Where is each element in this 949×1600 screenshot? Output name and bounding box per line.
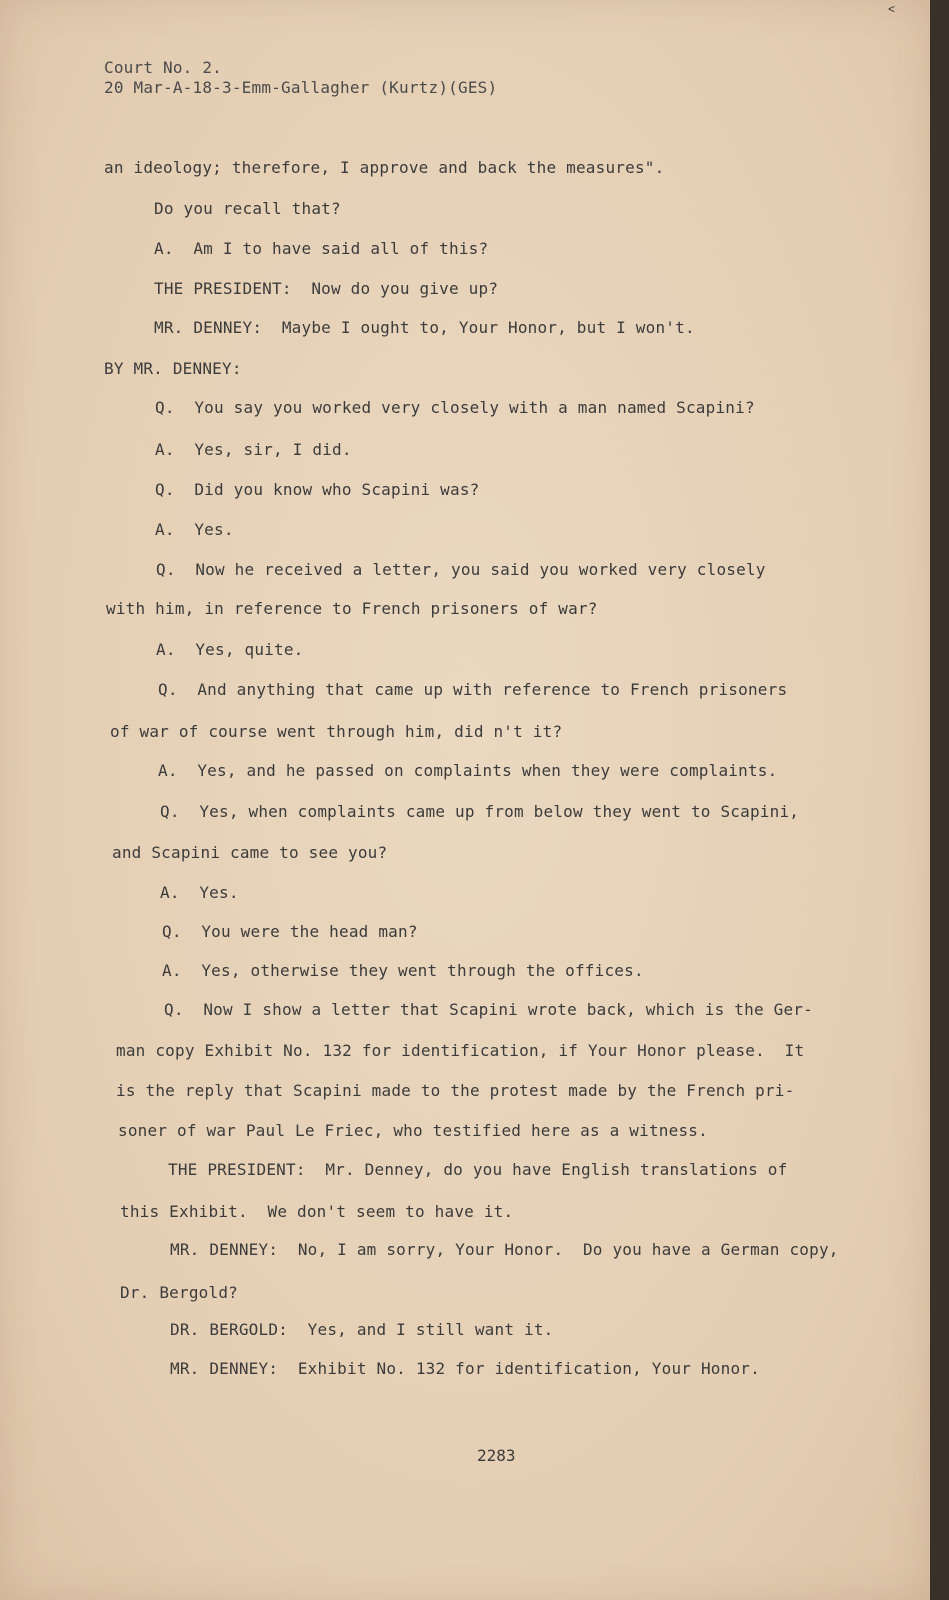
transcript-line: and Scapini came to see you?	[112, 843, 388, 862]
transcript-line: Q. And anything that came up with reference to French prisoners	[158, 680, 788, 699]
transcript-line: A. Am I to have said all of this?	[154, 239, 489, 258]
transcript-line: MR. DENNEY: Exhibit No. 132 for identification, Your Honor.	[170, 1359, 760, 1378]
page-number: 2283	[477, 1446, 516, 1465]
transcript-line: A. Yes, otherwise they went through the offices.	[162, 961, 644, 980]
court-number: Court No. 2.	[104, 58, 222, 77]
transcript-line: Do you recall that?	[154, 199, 341, 218]
transcript-line: Q. Now he received a letter, you said you worked very closely	[156, 560, 766, 579]
transcript-line: DR. BERGOLD: Yes, and I still want it.	[170, 1320, 554, 1339]
transcript-line: A. Yes.	[155, 520, 234, 539]
transcript-line: THE PRESIDENT: Mr. Denney, do you have English translations of	[168, 1160, 788, 1179]
transcript-line: Dr. Bergold?	[120, 1283, 238, 1302]
transcript-line: A. Yes, sir, I did.	[155, 440, 352, 459]
corner-mark: ˂	[888, 2, 896, 16]
transcript-line: MR. DENNEY: Maybe I ought to, Your Honor, but I won't.	[154, 318, 695, 337]
transcript-line: Q. Yes, when complaints came up from below they went to Scapini,	[160, 802, 800, 821]
transcript-line: MR. DENNEY: No, I am sorry, Your Honor. Do you have a German copy,	[170, 1240, 839, 1259]
transcript-line: BY MR. DENNEY:	[104, 359, 242, 378]
transcript-line: this Exhibit. We don't seem to have it.	[120, 1202, 514, 1221]
transcript-line: Q. Did you know who Scapini was?	[155, 480, 480, 499]
transcript-line: THE PRESIDENT: Now do you give up?	[154, 279, 499, 298]
transcript-line: of war of course went through him, did n't it?	[110, 722, 563, 741]
page-edge	[930, 0, 949, 1600]
transcript-line: A. Yes, quite.	[156, 640, 304, 659]
transcript-line: A. Yes.	[160, 883, 239, 902]
transcript-line: Q. You say you worked very closely with a man named Scapini?	[155, 398, 755, 417]
transcript-line: A. Yes, and he passed on complaints when they were complaints.	[158, 761, 778, 780]
transcript-line: man copy Exhibit No. 132 for identification, if Your Honor please. It	[116, 1041, 805, 1060]
transcript-line: is the reply that Scapini made to the protest made by the French pri-	[116, 1081, 795, 1100]
transcript-line: Q. You were the head man?	[162, 922, 418, 941]
transcript-line: soner of war Paul Le Friec, who testified here as a witness.	[118, 1121, 708, 1140]
transcript-line: with him, in reference to French prisoners of war?	[106, 599, 598, 618]
transcript-reference: 20 Mar-A-18-3-Emm-Gallagher (Kurtz)(GES)	[104, 78, 498, 97]
transcript-line: Q. Now I show a letter that Scapini wrote back, which is the Ger-	[164, 1000, 813, 1019]
transcript-line: an ideology; therefore, I approve and back the measures".	[104, 158, 665, 177]
